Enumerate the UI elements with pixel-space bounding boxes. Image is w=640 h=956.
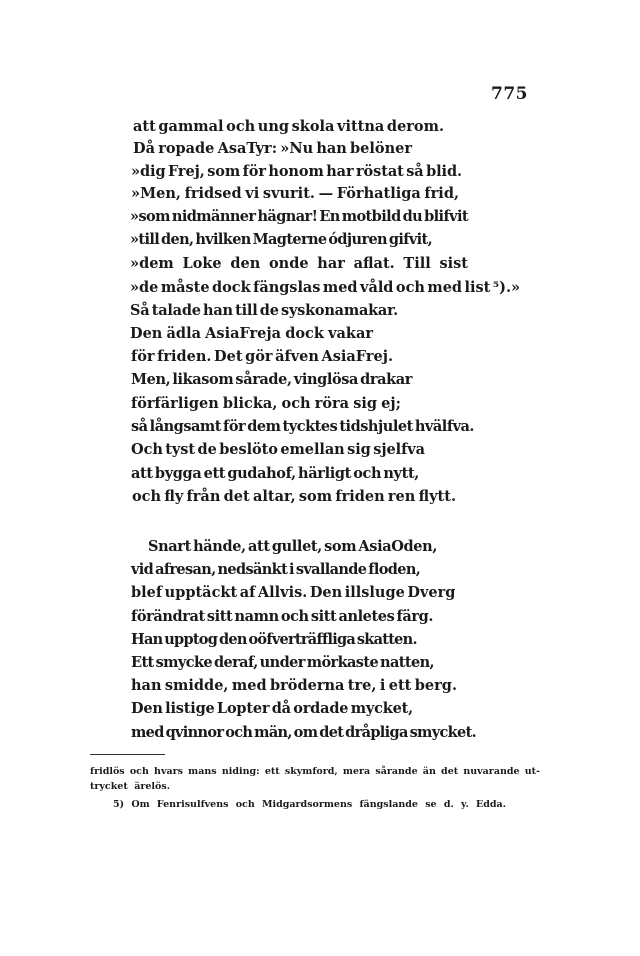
verse-line: blef upptäckt af Allvis. Den illsluge Dverg [131,584,456,601]
verse-line: Ett smycke deraf, under mörkaste natten, [131,654,434,671]
verse-line: vid afresan, nedsänkt i svallande floden, [131,561,421,578]
verse-line: Den listige Lopter då ordade mycket, [131,700,413,717]
verse-line: »som nidmänner hägnar! En motbild du blifvit [130,208,468,225]
verse-line: med qvinnor och män, om det dråpliga smycket. [131,724,476,741]
verse-line: »Men, fridsed vi svurit. — Förhatliga frid, [131,185,459,202]
verse-line: förfärligen blicka, och röra sig ej; [131,395,401,412]
verse-line: att gammal och ung skola vittna derom. [133,118,444,135]
verse-line: Men, likasom sårade, vinglösa drakar [131,371,412,388]
footnote-line: fridlös och hvars mans niding: ett skymford, mera sårande än det nuvarande ut- [90,766,540,777]
verse-line: »dig Frej, som för honom har röstat så blid. [131,163,462,180]
verse-line: Och tyst de beslöto emellan sig sjelfva [131,441,425,458]
verse-line: Så talade han till de syskonamakar. [130,302,398,319]
verse-line: förändrat sitt namn och sitt anletes färg. [131,608,433,625]
verse-line: Den ädla AsiaFreja dock vakar [130,325,373,342]
verse-line: »dem Loke den onde har aflat. Till sist [130,255,468,272]
verse-line: så långsamt för dem tycktes tidshjulet hvälfva. [131,418,474,435]
footnote-rule [90,754,165,755]
verse-line: Han upptog den oöfverträffliga skatten. [131,631,417,648]
verse-line: och fly från det altar, som friden ren flytt. [132,488,456,505]
verse-line: »till den, hvilken Magterne ódjuren gifvit, [130,231,432,248]
verse-line: att bygga ett gudahof, härligt och nytt, [131,465,419,482]
verse-line: »de måste dock fängslas med våld och med list ⁵).» [130,279,520,296]
verse-line: han smidde, med bröderna tre, i ett berg. [131,677,457,694]
verse-line: Då ropade AsaTyr: »Nu han belöner [133,140,412,157]
page-number: 775 [491,84,528,104]
footnote-line: 5) Om Fenrisulfvens och Midgardsormens fängslande se d. y. Edda. [113,799,506,810]
verse-line: Snart hände, att gullet, som AsiaOden, [148,538,437,555]
verse-line: för friden. Det gör äfven AsiaFrej. [131,348,393,365]
footnote-line: trycket ärelös. [90,781,170,792]
